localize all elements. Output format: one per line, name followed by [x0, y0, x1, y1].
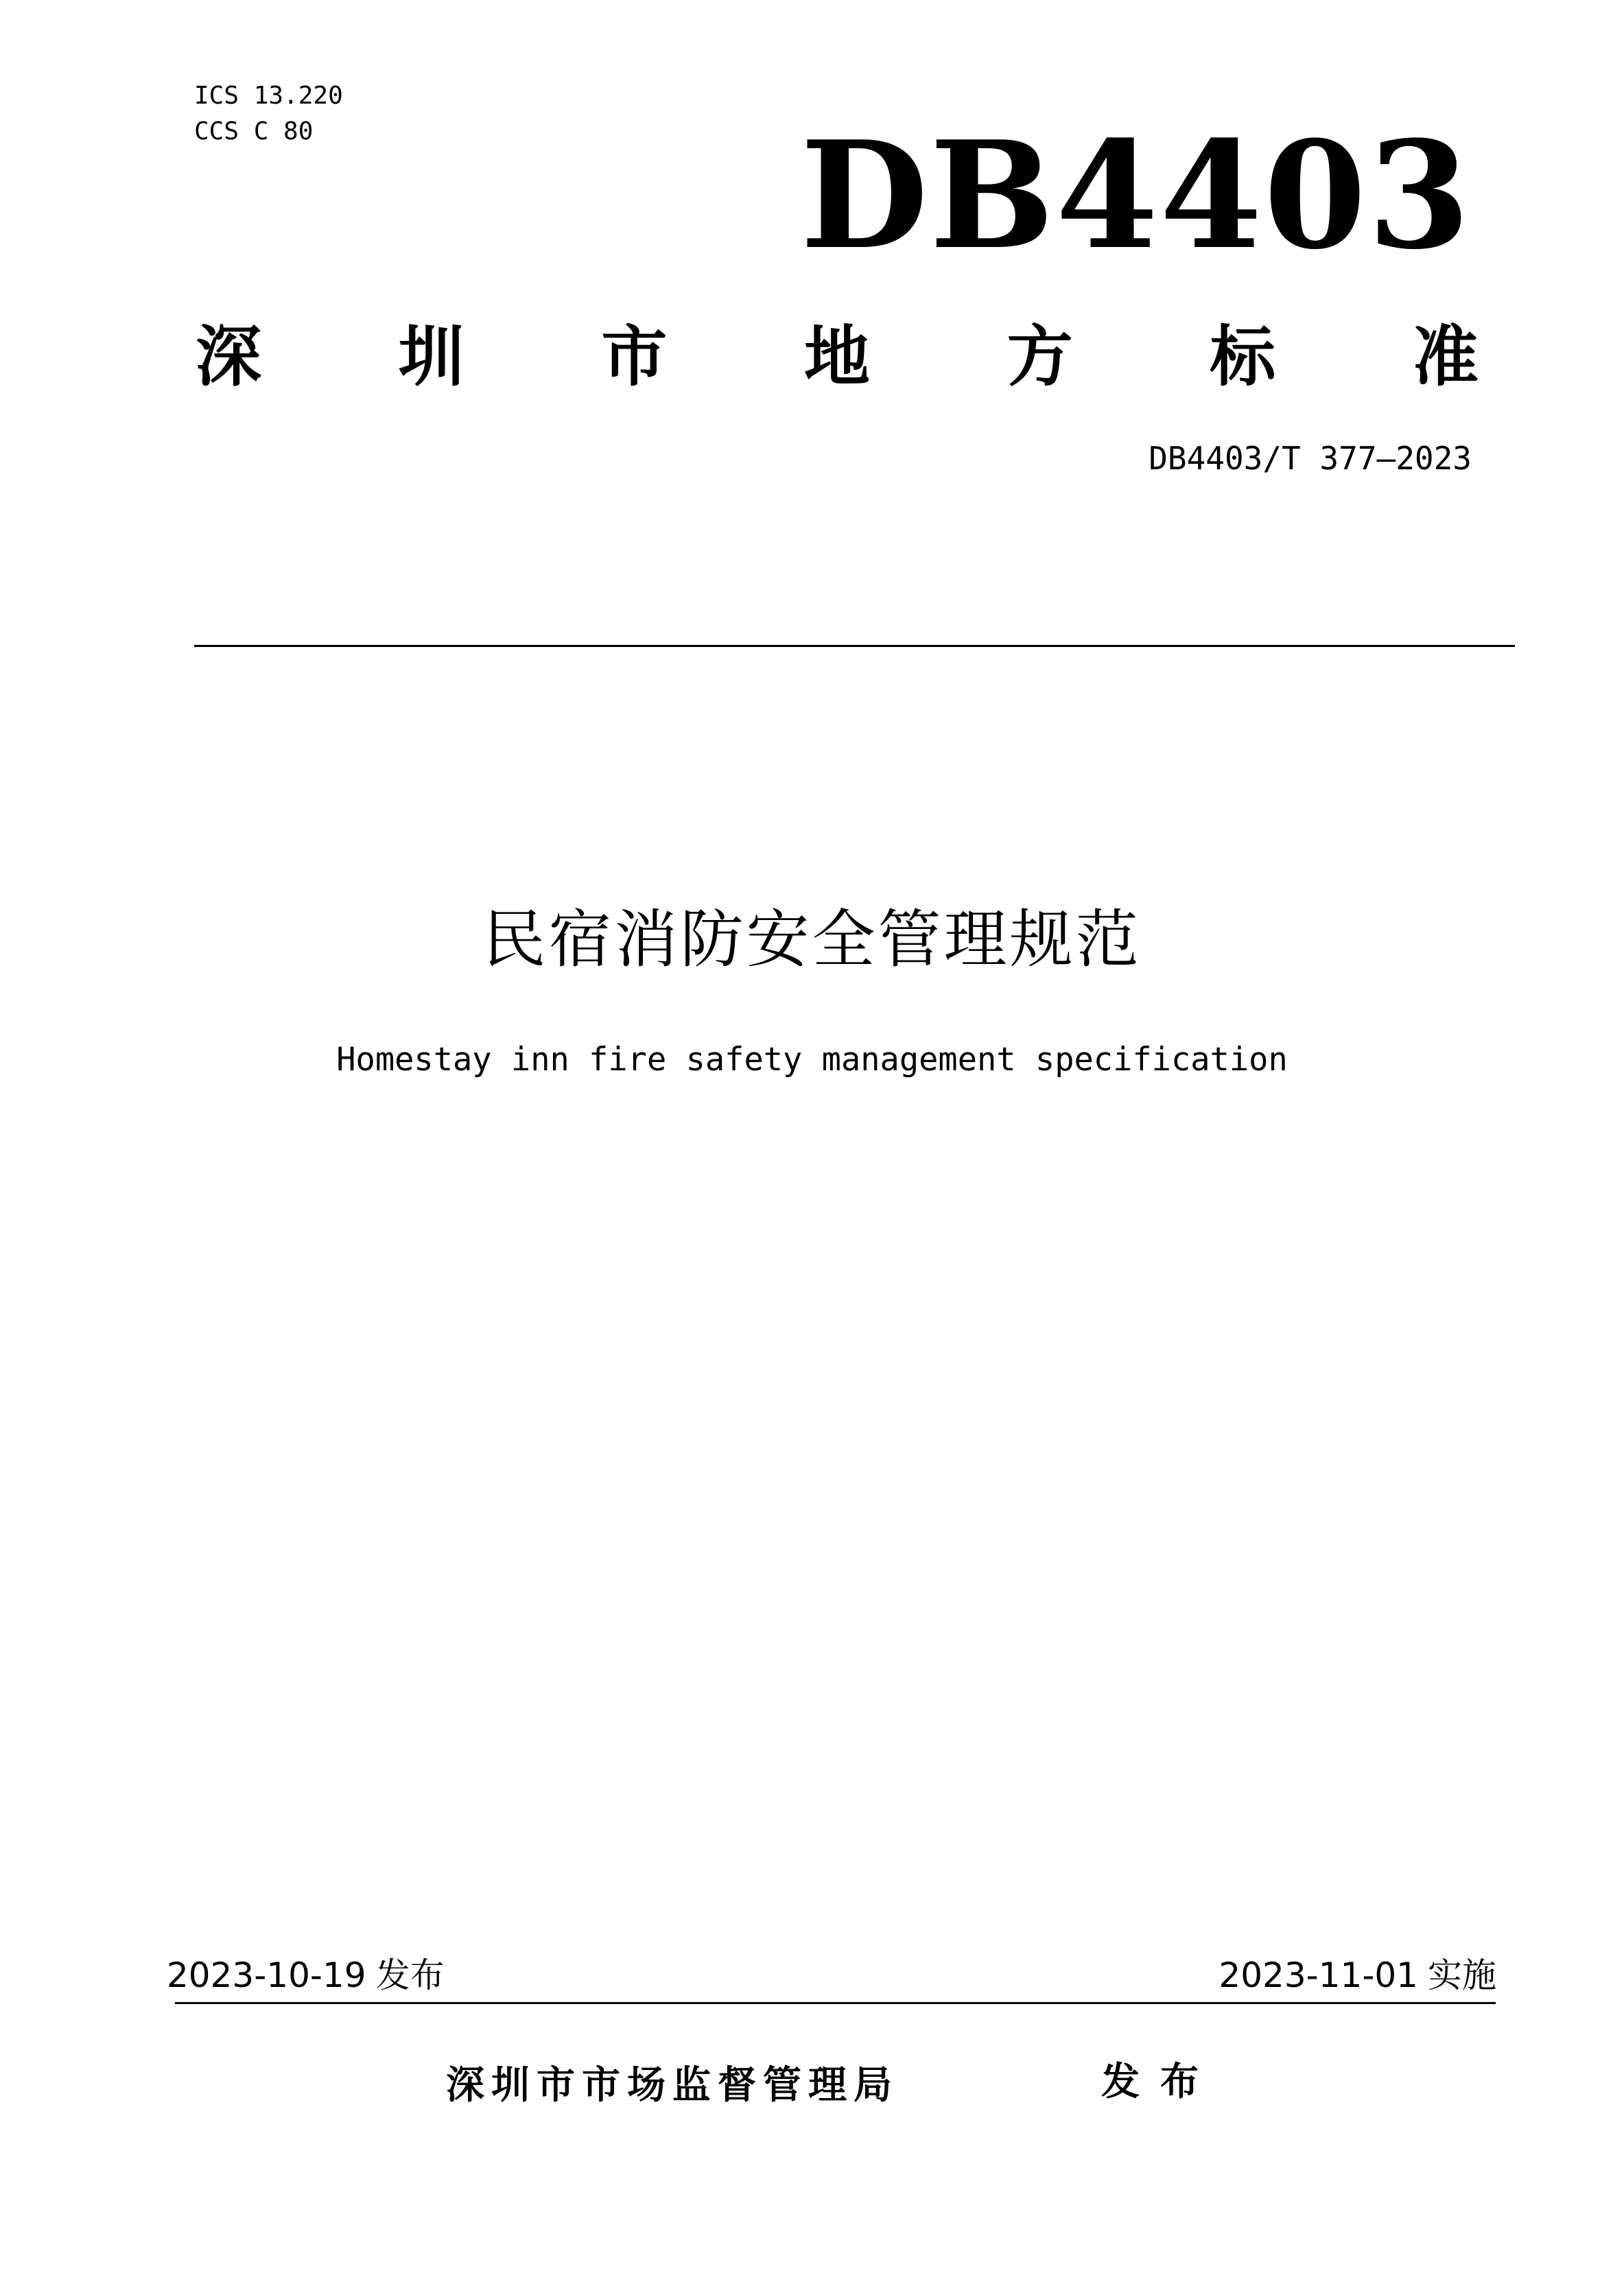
standard-type-char: 准: [1412, 318, 1479, 395]
implementation-label: 实施: [1428, 1955, 1496, 1995]
issue-date: 2023-10-19: [167, 1955, 366, 1995]
standard-type-char: 圳: [398, 318, 464, 395]
standard-mark: DB4403: [800, 108, 1472, 282]
standard-type-char: 地: [803, 318, 870, 395]
issuing-authority: 深圳市市场监督管理局: [446, 2063, 899, 2108]
issue-label: 发布: [375, 1955, 445, 1995]
ccs-code: CCS C 80: [194, 117, 314, 145]
standard-number: DB4403/T 377—2023: [1149, 440, 1472, 477]
standard-type-char: 深: [196, 318, 261, 395]
top-divider: [194, 645, 1515, 647]
ics-code: ICS 13.220: [194, 82, 343, 110]
issue-date-line: [167, 1954, 445, 1997]
implementation-date: 2023-11-01: [1219, 1955, 1418, 1995]
standard-type-char: 标: [1210, 318, 1276, 395]
implementation-date-line: [1219, 1954, 1496, 1997]
standard-type-heading: [196, 316, 1479, 398]
standard-type-char: 方: [1007, 318, 1073, 395]
standard-type-char: 市: [601, 318, 668, 395]
document-title-chinese: 民宿消防安全管理规范: [482, 903, 1142, 976]
bottom-divider: [175, 2002, 1496, 2004]
issuing-action: 发布: [1101, 2060, 1219, 2104]
document-title-english: Homestay inn fire safety management specification: [336, 1041, 1288, 1079]
